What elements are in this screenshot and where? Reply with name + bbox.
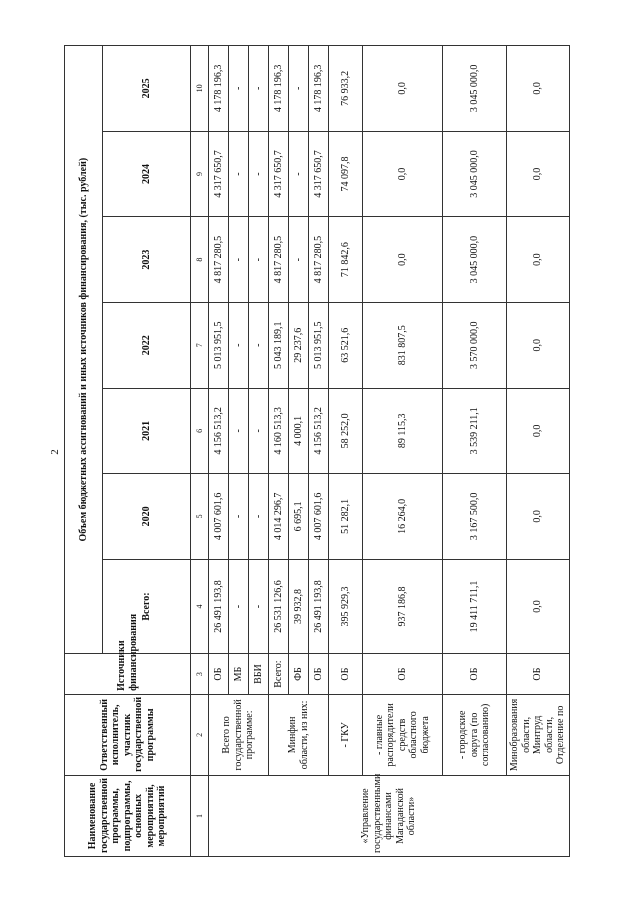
value-cell: 4 817 280,5 xyxy=(209,217,229,303)
executor-cell: Всего по государственной программе: xyxy=(209,694,269,775)
table-row xyxy=(363,46,443,857)
value-cell: 4 178 196,3 xyxy=(209,46,229,132)
value-cell: 4 817 280,5 xyxy=(309,217,329,303)
value-cell: 0,0 xyxy=(507,559,570,654)
column-number: 3 xyxy=(191,654,209,695)
source-cell: ОБ xyxy=(329,654,363,695)
source-cell: ОБ xyxy=(507,654,570,695)
value-cell: 26 491 193,8 xyxy=(209,559,229,654)
value-cell: 4 160 513,3 xyxy=(269,388,289,474)
source-cell: ОБ xyxy=(209,654,229,695)
column-number: 8 xyxy=(191,217,209,303)
column-number: 9 xyxy=(191,131,209,217)
source-cell: ОБ xyxy=(443,654,507,695)
value-cell: 3 570 000,0 xyxy=(443,302,507,388)
value-cell: 4 156 513,2 xyxy=(209,388,229,474)
value-cell: 4 317 650,7 xyxy=(309,131,329,217)
rotated-table-container xyxy=(64,45,566,857)
value-cell: 89 115,3 xyxy=(363,388,443,474)
value-cell: 4 156 513,2 xyxy=(309,388,329,474)
source-cell: ОБ xyxy=(309,654,329,695)
source-cell: МБ xyxy=(229,654,249,695)
value-cell: - xyxy=(229,559,249,654)
value-cell: 937 186,8 xyxy=(363,559,443,654)
table-row xyxy=(209,46,229,857)
value-cell: - xyxy=(249,46,269,132)
value-cell: 4 178 196,3 xyxy=(269,46,289,132)
value-cell: 74 097,8 xyxy=(329,131,363,217)
funding-table xyxy=(64,45,570,857)
column-number: 6 xyxy=(191,388,209,474)
value-cell: 0,0 xyxy=(363,46,443,132)
value-cell: 0,0 xyxy=(507,46,570,132)
header-source: Источники финансирования xyxy=(65,654,191,695)
value-cell: 5 013 951,5 xyxy=(309,302,329,388)
value-cell: - xyxy=(249,388,269,474)
value-cell: - xyxy=(249,302,269,388)
value-cell: 3 045 000,0 xyxy=(443,131,507,217)
executor-cell: - ГКУ xyxy=(329,694,363,775)
value-cell: - xyxy=(229,302,249,388)
value-cell: - xyxy=(229,46,249,132)
value-cell: 4 178 196,3 xyxy=(309,46,329,132)
value-cell: 4 014 296,7 xyxy=(269,474,289,560)
executor-cell: Минфин области, из них: xyxy=(269,694,329,775)
header-year: 2024 xyxy=(103,131,191,217)
value-cell: 29 237,6 xyxy=(289,302,309,388)
source-cell: ВБИ xyxy=(249,654,269,695)
value-cell: - xyxy=(229,474,249,560)
value-cell: - xyxy=(249,474,269,560)
value-cell: 71 842,6 xyxy=(329,217,363,303)
value-cell: 4 007 601,6 xyxy=(209,474,229,560)
value-cell: 0,0 xyxy=(507,217,570,303)
value-cell: - xyxy=(249,559,269,654)
value-cell: 4 007 601,6 xyxy=(309,474,329,560)
column-number: 10 xyxy=(191,46,209,132)
value-cell: 4 317 650,7 xyxy=(209,131,229,217)
executor-cell: Минобразования области, Минтруд области, Отделение по xyxy=(507,694,570,775)
value-cell: 831 807,5 xyxy=(363,302,443,388)
header-year: 2023 xyxy=(103,217,191,303)
header-executor: Ответственный исполнитель, участник государственной программы xyxy=(65,694,191,775)
program-name: «Управление государственными финансами Магаданской области» xyxy=(209,775,570,856)
value-cell: 0,0 xyxy=(363,131,443,217)
value-cell: - xyxy=(249,131,269,217)
value-cell: 0,0 xyxy=(507,474,570,560)
value-cell: 76 933,2 xyxy=(329,46,363,132)
value-cell: 3 045 000,0 xyxy=(443,217,507,303)
table-row xyxy=(329,46,363,857)
value-cell: 51 282,1 xyxy=(329,474,363,560)
table-row xyxy=(507,46,570,857)
header-year: 2025 xyxy=(103,46,191,132)
value-cell: 0,0 xyxy=(363,217,443,303)
value-cell: 26 491 193,8 xyxy=(309,559,329,654)
header-funding: Объем бюджетных ассигнований и иных источников финансирования, (тыс. рублей) xyxy=(65,46,103,654)
executor-cell: - городские округа (по согласованию) xyxy=(443,694,507,775)
header-name: Наименование государственной программы, подпрограммы, основных мероприятий, мероприятий xyxy=(65,775,191,856)
value-cell: 0,0 xyxy=(507,388,570,474)
value-cell: 6 695,1 xyxy=(289,474,309,560)
value-cell: 39 932,8 xyxy=(289,559,309,654)
value-cell: 26 531 126,6 xyxy=(269,559,289,654)
column-number: 1 xyxy=(191,775,209,856)
value-cell: 395 929,3 xyxy=(329,559,363,654)
value-cell: 4 000,1 xyxy=(289,388,309,474)
column-number: 5 xyxy=(191,474,209,560)
header-total: Всего: xyxy=(103,559,191,654)
value-cell: 19 411 711,1 xyxy=(443,559,507,654)
header-year: 2020 xyxy=(103,474,191,560)
value-cell: - xyxy=(289,46,309,132)
value-cell: - xyxy=(229,131,249,217)
value-cell: 4 317 650,7 xyxy=(269,131,289,217)
value-cell: 63 521,6 xyxy=(329,302,363,388)
value-cell: 16 264,0 xyxy=(363,474,443,560)
column-number: 2 xyxy=(191,694,209,775)
value-cell: - xyxy=(229,217,249,303)
value-cell: 3 539 211,1 xyxy=(443,388,507,474)
value-cell: 5 043 189,1 xyxy=(269,302,289,388)
value-cell: - xyxy=(249,217,269,303)
page-number: 2 xyxy=(48,449,61,455)
header-year: 2022 xyxy=(103,302,191,388)
value-cell: 3 167 500,0 xyxy=(443,474,507,560)
source-cell: ФБ xyxy=(289,654,309,695)
source-cell: ОБ xyxy=(363,654,443,695)
executor-cell: - главные распорядители средств областного бюджета xyxy=(363,694,443,775)
header-year: 2021 xyxy=(103,388,191,474)
value-cell: - xyxy=(229,388,249,474)
value-cell: 5 013 951,5 xyxy=(209,302,229,388)
value-cell: - xyxy=(289,131,309,217)
value-cell: 0,0 xyxy=(507,302,570,388)
value-cell: 58 252,0 xyxy=(329,388,363,474)
source-cell: Всего: xyxy=(269,654,289,695)
column-number: 7 xyxy=(191,302,209,388)
value-cell: 4 817 280,5 xyxy=(269,217,289,303)
value-cell: - xyxy=(289,217,309,303)
value-cell: 0,0 xyxy=(507,131,570,217)
table-row xyxy=(269,46,289,857)
column-number: 4 xyxy=(191,559,209,654)
value-cell: 3 045 000,0 xyxy=(443,46,507,132)
table-row xyxy=(443,46,507,857)
